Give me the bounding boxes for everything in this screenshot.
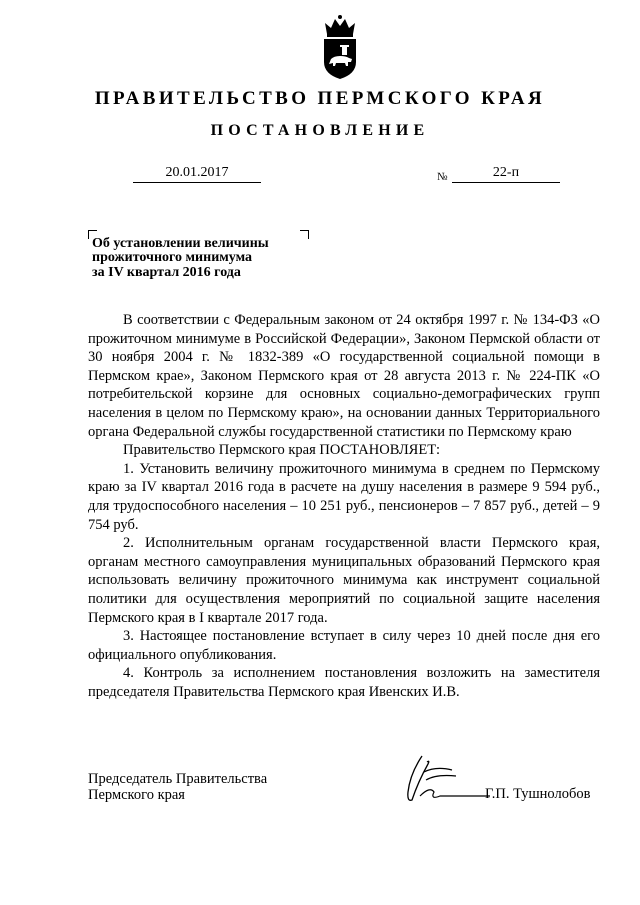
resolution-heading: Правительство Пермского края ПОСТАНОВЛЯЕТ:	[123, 442, 441, 459]
document-body	[88, 311, 600, 701]
clause-4: 4. Контроль за исполнением постановления возложить на заместителя председателя Правительства Пермского края Ивенских И.В.	[88, 665, 600, 700]
signer-name: Г.П. Тушнолобов	[485, 786, 591, 802]
number-sign: №	[437, 171, 448, 183]
subject-line: Об установлении величины	[92, 236, 269, 251]
document-subject	[92, 237, 312, 280]
document-type: ПОСТАНОВЛЕНИЕ	[210, 122, 430, 139]
coat-of-arms-icon	[318, 14, 362, 80]
signer-position-line: Председатель Правительства	[88, 771, 268, 787]
document-date: 20.01.2017	[133, 164, 261, 183]
subject-line: за IV квартал 2016 года	[92, 264, 241, 280]
subject-line: прожиточного минимума	[92, 250, 253, 266]
handwritten-signature	[400, 752, 495, 810]
clause-2: 2. Исполнительным органам государственной власти Пермского края, органам местного самоуправления муниципальных образований Пермского края использовать величину прожиточного минимума как инструмент социальной политики для осуществления мероприятий по социальной защите населения Пермского края в I квартале 2017 года.	[88, 535, 600, 626]
signer-position-line: Пермского края	[88, 787, 185, 803]
preamble-paragraph: В соответствии с Федеральным законом от 24 октября 1997 г. № 134-ФЗ «О прожиточном минимуме в Российской Федерации», Законом Пермской области от 30 ноября 2004 г. № 1832-389 «О государственной социальной помощи в Пермском крае», Законом Пермского края от 28 августа 2013 г. № 224-ПК «О потребительской корзине для основных социально-демографических групп населения в целом по Пермскому краю», на основании данных Территориального органа Федеральной службы государственной статистики по Пермскому краю	[88, 312, 600, 440]
org-title: ПРАВИТЕЛЬСТВО ПЕРМСКОГО КРАЯ	[94, 88, 546, 109]
document-number: 22-п	[452, 164, 560, 183]
clause-3: 3. Настоящее постановление вступает в силу через 10 дней после дня его официального опубликования.	[88, 628, 600, 663]
clause-1: 1. Установить величину прожиточного минимума в среднем по Пермскому краю за IV квартал 2016 года в расчете на душу населения в размере 9 594 руб., для трудоспособного населения – 10 251 руб., пенсионеров – 7 857 руб., детей – 9 754 руб.	[88, 460, 600, 533]
signer-position	[88, 771, 267, 803]
